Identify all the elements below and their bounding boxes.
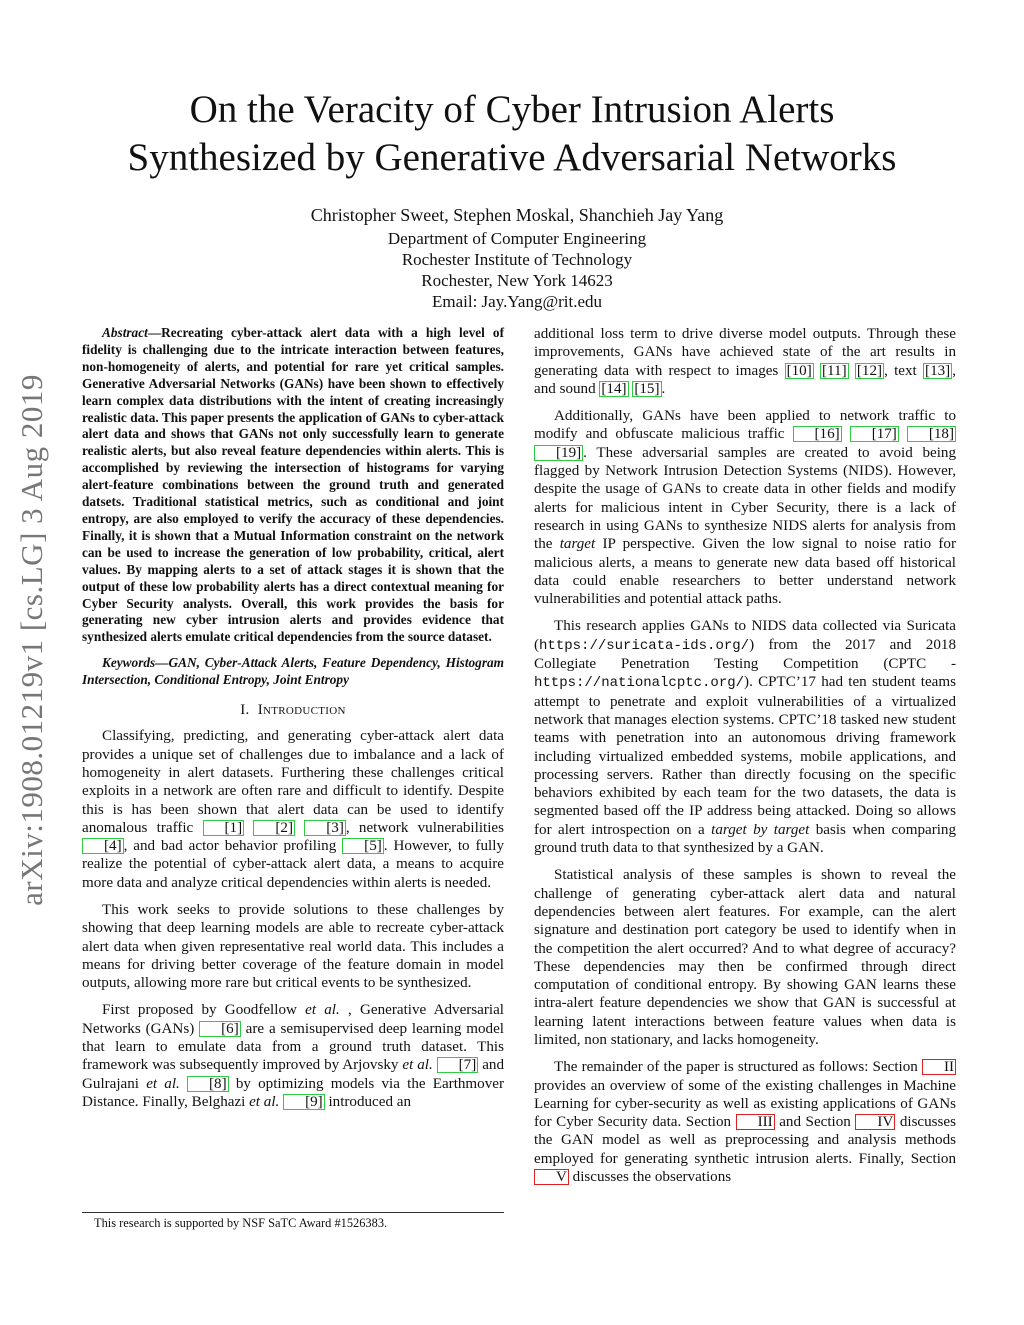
abstract-dash: — xyxy=(147,325,162,340)
text-run: and Gulrajani xyxy=(82,1057,504,1092)
text-run: are a semisupervised deep learning model that learn to emulate data from a ground truth dataset. This framework was subsequently improved by Arjovsky xyxy=(82,1020,504,1074)
keywords-text: GAN, Cyber-Attack Alerts, Feature Dependency, Histogram Intersection, Conditional Entropy, Joint Entropy xyxy=(82,655,504,688)
keywords-label: Keywords xyxy=(102,655,156,671)
citation-link[interactable]: [6] xyxy=(199,1021,241,1037)
text-run: ) from the 2017 and 2018 Collegiate Penetration Testing Competition (CPTC - xyxy=(534,636,956,673)
title-line-2: Synthesized by Generative Adversarial Networks xyxy=(127,136,897,179)
text-run: ). CPTC’17 had ten student teams attempt to penetrate and exploit vulnerabilities of a virtualized network that manages election systems. CPTC’18 tasked new student teams with penetration into an autonomous driving framework including virtualized embedded systems, mobile applications, and processing servers. Rather than directly focusing on the specific behaviors exhibited by each team for the two datasets, the data is segmented based off the IP address being attacked. Doing so allows for alert introspection on a xyxy=(534,674,956,838)
citation-link[interactable]: [10] xyxy=(786,362,812,379)
citation-link[interactable]: [5] xyxy=(342,838,384,854)
citation-link[interactable]: [18] xyxy=(907,426,956,442)
text-run: Additionally, GANs have been applied to network traffic to modify and obfuscate malicious traffic xyxy=(534,408,956,443)
paper-title xyxy=(0,86,1024,182)
citation-link[interactable]: [17] xyxy=(850,426,899,442)
section-heading-introduction xyxy=(82,701,504,719)
citation-link[interactable]: [12] xyxy=(856,362,883,379)
emphasis-target: target xyxy=(559,536,596,553)
text-run: . However, to fully realize the potential of cyber-attack alert data, a means to acquire more data and analyze critical dependencies within alerts is needed. xyxy=(82,838,504,891)
author-names: Christopher Sweet, Stephen Moskal, Shanchieh Jay Yang xyxy=(310,205,724,225)
citation-link[interactable]: [4] xyxy=(82,838,124,854)
et-al: et al. xyxy=(249,1093,280,1110)
intro-paragraph-3 xyxy=(82,1001,504,1111)
section-link[interactable]: II xyxy=(922,1059,956,1075)
left-column xyxy=(82,325,504,1120)
abstract-label: Abstract xyxy=(102,325,148,340)
text-run: IP perspective. Given the low signal to noise ratio for malicious alerts, a means to generate new data based off historical data could enable researchers to better understand network vulnerabilities and potential attack paths. xyxy=(534,536,956,608)
text-run: . xyxy=(661,380,666,397)
text-run: This research applies GANs to NIDS data collected via Suricata ( xyxy=(534,618,956,653)
keywords-dash: — xyxy=(155,655,169,671)
text-run: The remainder of the paper is structured as follows: Section xyxy=(554,1059,922,1076)
text-run: Classifying, predicting, and generating cyber-attack alert data provides a unique set of challenges due to imbalance and a lack of homogeneity in alert datasets. Furthering these challenges critical exploits in a network are often rare and difficult to identify. Despite this is has been shown that alert data can be used to identify anomalous traffic xyxy=(82,728,504,836)
intro-paragraph-1 xyxy=(82,727,504,892)
text-run: provides an overview of some of the existing challenges in Machine Learning for cyber-security as well as existing applications of GANs for Cyber Security data. Section xyxy=(534,1077,956,1131)
intro-paragraph-6: Statistical analysis of these samples is shown to reveal the challenge of generating cyber-attack alert data and natural dependencies between alert features. For example, can the alert signature and destination port category be used to identify when in the competition the alert occurred? And to what degree of accuracy? These dependencies may then be confirmed through direct computation of conditional entropy. By showing GAN learns these intra-alert feature dependencies we show that GAN is successful at learning latent interactions between feature values when data is limited, non stationary, and lacks homogeneity. xyxy=(534,867,956,1048)
text-run: discusses the observations xyxy=(568,1169,732,1186)
citation-link[interactable]: [9] xyxy=(283,1094,325,1110)
text-run: basis when comparing ground truth data to that synthesized by a GAN. xyxy=(534,821,957,857)
text-run: , text xyxy=(884,362,924,379)
et-al: et al. xyxy=(146,1075,180,1092)
arxiv-identifier: arXiv:1908.01219v1 [cs.LG] 3 Aug 2019 xyxy=(14,374,49,906)
author-institute: Rochester Institute of Technology xyxy=(401,250,633,269)
title-line-1: On the Veracity of Cyber Intrusion Alerts xyxy=(189,88,835,131)
abstract xyxy=(82,325,504,646)
right-column xyxy=(534,325,956,1195)
citation-link[interactable]: [11] xyxy=(822,362,847,379)
text-run: by optimizing models via the Earthmover Distance. Finally, Belghazi xyxy=(82,1075,504,1110)
citation-link[interactable]: [1] xyxy=(203,820,245,836)
citation-link[interactable]: [13] xyxy=(925,362,951,379)
text-run: , and bad actor behavior profiling xyxy=(123,838,343,855)
section-link[interactable]: III xyxy=(736,1114,775,1130)
abstract-text: Recreating cyber-attack alert data with a high level of fidelity is challenging due to the intricate interaction between features, non-homogeneity of alerts, and potential for rare yet critical samples. Generative Adversarial Networks (GANs) have been shown to effectively learn complex data distributions with the intent of creating increasingly realistic data. This paper presents the application of GANs to cyber-attack alert data and shows that GANs not only successfully learn to generate realistic alerts, but also reveal feature dependencies within alerts. This is accomplished by reviewing the intersection of histograms for varying alert-feature combinations between the ground truth and generated datsets. Traditional statistical metrics, such as conditional and joint entropy, are also employed to verify the accuracy of these dependencies. Finally, it is shown that a Mutual Information constraint on the network can be used to increase the generation of low probability, critical, alert values. By mapping alerts to a set of attack stages it is shown that the output of these low probability alerts has a direct contextual meaning for Cyber Security analysts. Overall, this work provides the basis for generating new cyber intrusion alerts and provides evidence that synthesized alerts emulate critical dependencies from the source dataset. xyxy=(82,325,504,645)
citation-link[interactable]: [14] xyxy=(601,380,627,397)
cptc-url[interactable]: https://nationalcptc.org/ xyxy=(534,675,745,692)
text-run: First proposed by Goodfellow xyxy=(102,1002,306,1019)
et-al: et al. xyxy=(402,1057,433,1074)
citation-link[interactable]: [16] xyxy=(793,426,842,442)
citation-link[interactable]: [15] xyxy=(634,380,660,397)
section-link[interactable]: V xyxy=(534,1169,569,1185)
author-city: Rochester, New York 14623 xyxy=(421,271,613,290)
citation-link[interactable]: [2] xyxy=(253,820,295,836)
text-run: , Generative Adversarial Networks (GANs) xyxy=(82,1002,504,1037)
citation-link[interactable]: [7] xyxy=(437,1057,479,1073)
author-email: Email: Jay.Yang@rit.edu xyxy=(431,292,603,311)
intro-paragraph-7 xyxy=(534,1058,956,1186)
footnote-rule xyxy=(82,1212,504,1213)
text-run: , and sound xyxy=(534,362,956,397)
arxiv-sidebar xyxy=(12,330,52,950)
text-run: introduced an xyxy=(324,1093,412,1110)
intro-paragraph-3-continued xyxy=(534,325,956,398)
et-al: et al. xyxy=(305,1002,340,1019)
author-department: Department of Computer Engineering xyxy=(387,229,647,248)
text-run: discusses the GAN model as well as preprocessing and analysis methods employed for generating synthetic intrusion alerts. Finally, Section xyxy=(534,1114,957,1167)
section-number: I. xyxy=(240,702,250,719)
suricata-url[interactable]: https://suricata-ids.org/ xyxy=(539,637,750,654)
text-run xyxy=(180,1076,187,1092)
citation-link[interactable]: [3] xyxy=(304,820,346,836)
author-block xyxy=(0,205,1024,312)
intro-paragraph-5 xyxy=(534,617,956,857)
text-run: . These adversarial samples are created to avoid being flagged by Network Intrusion Detection Systems (NIDS). However, despite the usage of GANs to create data in other fields and modify alerts for malicious intent in Cyber Security, there is a lack of research in using GANs to synthesize NIDS alerts for analysis from the xyxy=(534,444,956,553)
citation-link[interactable]: [8] xyxy=(187,1076,229,1092)
text-run: additional loss term to drive diverse model outputs. Through these improvements, GANs have achieved state of the art results in generating data with respect to images xyxy=(534,326,956,379)
intro-paragraph-2: This work seeks to provide solutions to these challenges by showing that deep learning models are able to recreate cyber-attack alert data when given representative real world data. This includes a means for driving better coverage of the feature domain in model outputs, allowing more rare but critical events to be synthesized. xyxy=(82,902,504,992)
citation-link[interactable]: [19] xyxy=(534,445,583,461)
intro-paragraph-4 xyxy=(534,407,956,608)
emphasis-target-by-target: target by target xyxy=(711,821,810,838)
section-title: Introduction xyxy=(257,702,346,719)
keywords xyxy=(82,655,504,689)
text-run: , network vulnerabilities xyxy=(345,819,504,836)
text-run: and Section xyxy=(774,1114,856,1131)
footnote: This research is supported by NSF SaTC Award #1526383. xyxy=(94,1216,388,1230)
section-link[interactable]: IV xyxy=(855,1114,895,1130)
